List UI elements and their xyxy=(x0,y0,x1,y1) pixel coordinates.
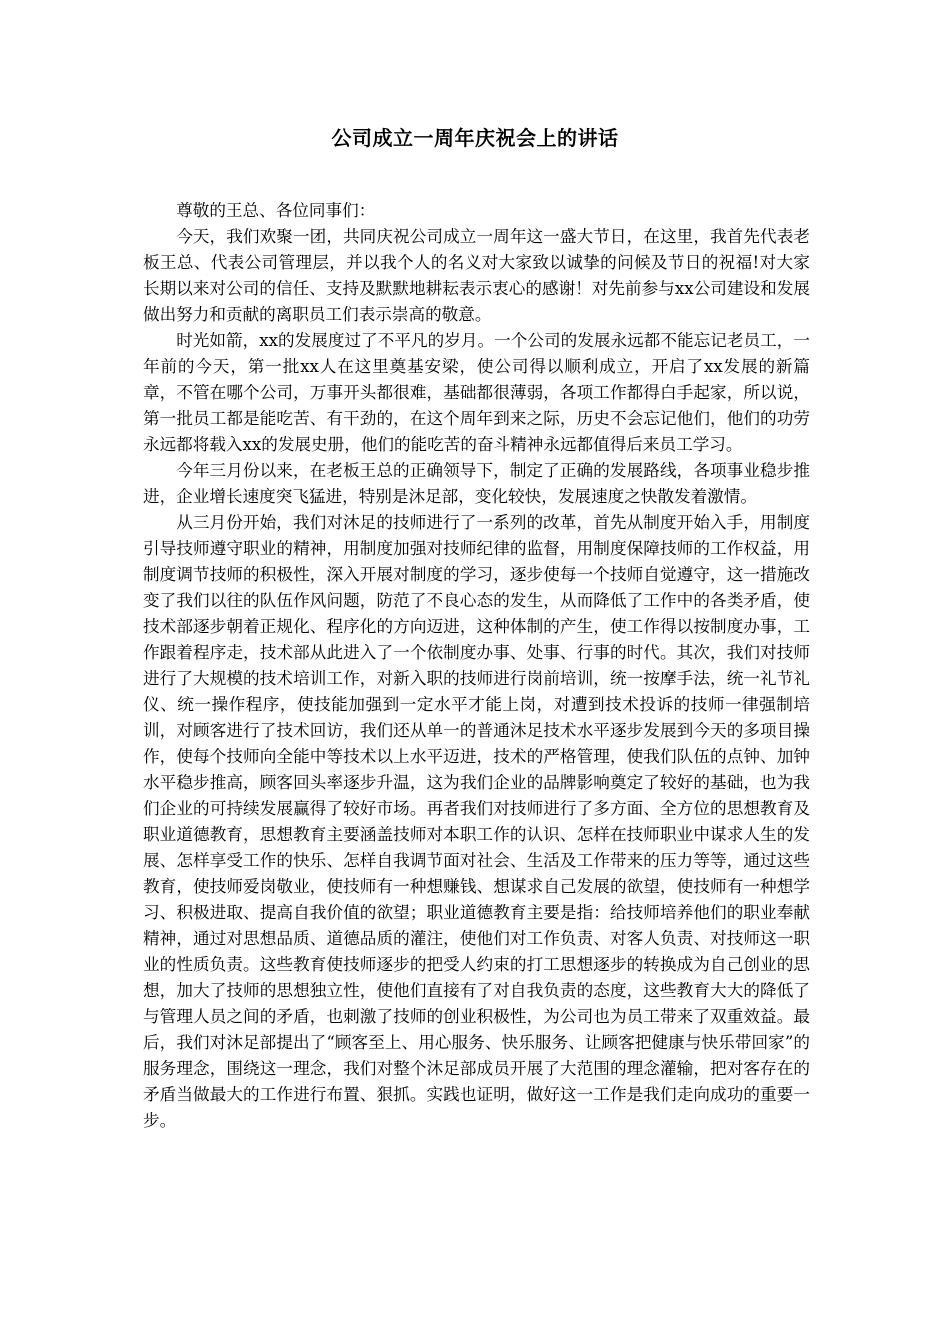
document-body xyxy=(143,198,810,1134)
paragraph-2: 时光如箭，xx的发展度过了不平凡的岁月。一个公司的发展永远都不能忘记老员工，一年前的今天，第一批xx人在这里奠基安梁，使公司得以顺利成立，开启了xx发展的新篇章，不管在哪个公司，万事开头都很难，基础都很薄弱，各项工作都得白手起家，所以说，第一批员工都是能吃苦、有干劲的，在这个周年到来之际，历史不会忘记他们，他们的功劳永远都将载入xx的发展史册，他们的能吃苦的奋斗精神永远都值得后来员工学习。 xyxy=(143,331,810,454)
document-title: 公司成立一周年庆祝会上的讲话 xyxy=(331,126,619,150)
paragraph-4: 从三月份开始，我们对沐足的技师进行了一系列的改革，首先从制度开始入手，用制度引导技师遵守职业的精神，用制度加强对技师纪律的监督，用制度保障技师的工作权益，用制度调节技师的积极性，深入开展对制度的学习，逐步使每一个技师自觉遵守，这一措施改变了我们以往的队伍作风问题，防范了不良心态的发生，从而降低了工作中的各类矛盾，使技术部逐步朝着正规化、程序化的方向迈进，这种体制的产生，使工作得以按制度办事，工作跟着程序走，技术部从此进入了一个依制度办事、处事、行事的时代。其次，我们对技师进行了大规模的技术培训工作，对新入职的技师进行岗前培训，统一按摩手法，统一礼节礼仪、统一操作程序，使技能加强到一定水平才能上岗，对遭到技术投诉的技师一律强制培训，对顾客进行了技术回访，我们还从单一的普通沐足技术水平逐步发展到今天的多项目操作，使每个技师向全能中等技术以上水平迈进，技术的严格管理，使我们队伍的点钟、加钟水平稳步推高，顾客回头率逐步升温，这为我们企业的品牌影响奠定了较好的基础，也为我们企业的可持续发展赢得了较好市场。再者我们对技师进行了多方面、全方位的思想教育及职业道德教育，思想教育主要涵盖技师对本职工作的认识、怎样在技师职业中谋求人生的发展、怎样享受工作的快乐、怎样自我调节面对社会、生活及工作带来的压力等等，通过这些教育，使技师爱岗敬业，使技师有一种想赚钱、想谋求自己发展的欲望，使技师有一种想学习、积极进取、提高自我价值的欲望；职业道德教育主要是指：给技师培养他们的职业奉献精神，通过对思想品质、道德品质的灌注，使他们对工作负责、对客人负责、对技师这一职业的性质负责。这些教育使技师逐步的把受人约束的打工思想逐步的转换成为自己创业的思想，加大了技师的思想独立性，使他们直接有了对自我负责的态度，这些教育大大的降低了与管理人员之间的矛盾，也刺激了技师的创业积极性，为公司也为员工带来了双重效益。最后，我们对沐足部提出了“顾客至上、用心服务、快乐服务、让顾客把健康与快乐带回家”的服务理念，围绕这一理念，我们对整个沐足部成员开展了大范围的理念灌输，把对客存在的矛盾当做最大的工作进行布置、狠抓。实践也证明，做好这一工作是我们走向成功的重要一步。 xyxy=(143,513,810,1130)
paragraph-1: 今天，我们欢聚一团，共同庆祝公司成立一周年这一盛大节日，在这里，我首先代表老板王总、代表公司管理层，并以我个人的名义对大家致以诚挚的问候及节日的祝福!对大家长期以来对公司的信任、支持及默默地耕耘表示衷心的感谢！对先前参与xx公司建设和发展做出努力和贡献的离职员工们表示崇高的敬意。 xyxy=(143,227,810,324)
paragraph-3: 今年三月份以来，在老板王总的正确领导下，制定了正确的发展路线，各项事业稳步推进，企业增长速度突飞猛进，特别是沐足部，变化较快，发展速度之快散发着激情。 xyxy=(143,461,810,506)
salutation: 尊敬的王总、各位同事们： xyxy=(176,201,376,220)
